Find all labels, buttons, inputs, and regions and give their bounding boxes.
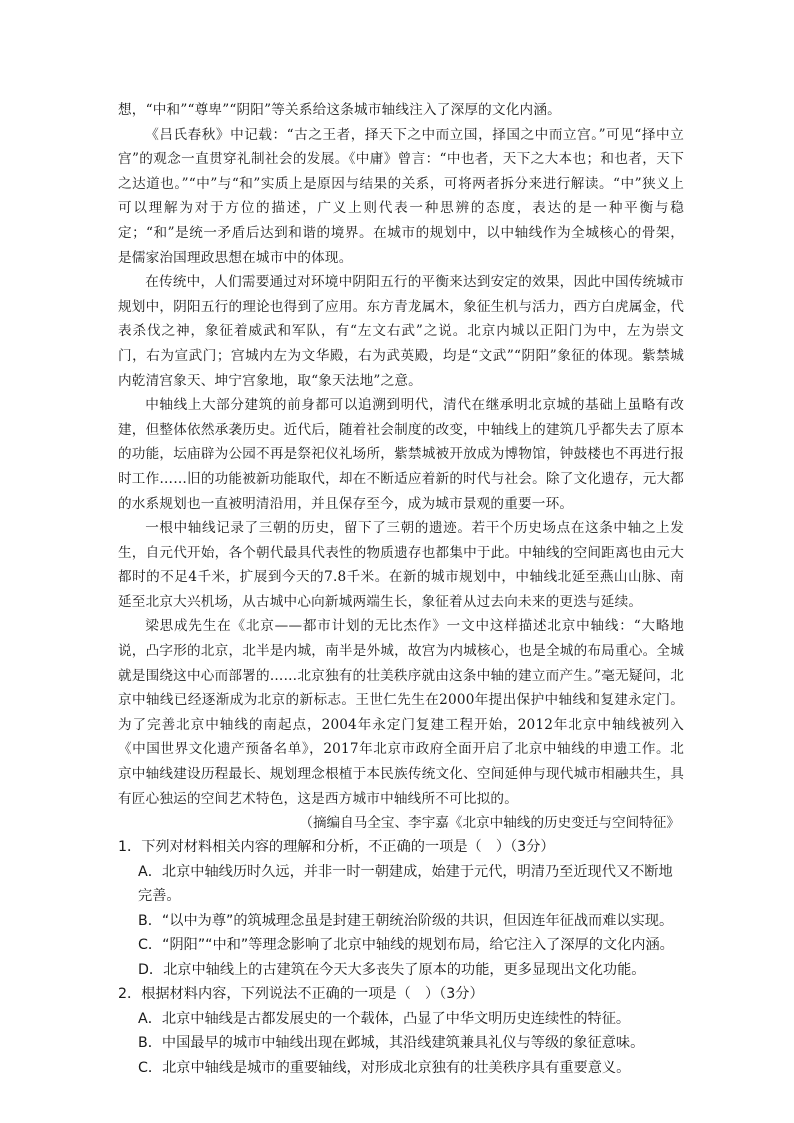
passage-paragraph: 在传统中，人们需要通过对环境中阴阳五行的平衡来达到安定的效果，因此中国传统城市规划中，阴阳五行的理论也得到了应用。东方青龙属木，象征生机与活力，西方白虎属金，代表杀伐之神，象征着威武和军队，有“左文右武”之说。北京内城以正阳门为中，左为崇文门，右为宣武门；宫城内左为文华殿，右为武英殿，均是“文武”“阴阳”象征的体现。紫禁城内乾清宫象天、坤宁宫象地，取“象天法地”之意。 <box>118 274 684 389</box>
answer-option: C．北京中轴线是城市的重要轴线，对形成北京独有的壮美秩序具有重要意义。 <box>138 1059 631 1076</box>
passage-paragraph: 想，“中和”“尊卑”“阴阳”等关系给这条城市轴线注入了深厚的文化内涵。 <box>118 102 561 118</box>
answer-option: C．“阴阳”“中和”等理念影响了北京中轴线的规划布局，给它注入了深厚的文化内涵。 <box>138 937 674 954</box>
document-page <box>118 98 684 1080</box>
answer-option: D．北京中轴线上的古建筑在今天大多丧失了原本的功能，更多显现出文化功能。 <box>138 961 646 978</box>
answer-option: B．中国最早的城市中轴线出现在邺城，其沿线建筑兼具礼仪与等级的象征意味。 <box>138 1035 645 1052</box>
passage-paragraph: 梁思成先生在《北京——都市计划的无比杰作》一文中这样描述北京中轴线：“大略地说，凸字形的北京，北半是内城，南半是外城，故宫为内城核心，也是全城的布局重心。全城就是围绕这中心而部署的……北京独有的壮美秩序就由这条中轴的建立而产生。”毫无疑问，北京中轴线已经逐渐成为北京的新标志。王世仁先生在2000年提出保护中轴线和复建永定门。为了完善北京中轴线的南起点，2004年永定门复建工程开始，2012年北京中轴线被列入《中国世界文化遗产预备名单》，2017年北京市政府全面开启了北京中轴线的申遗工作。北京中轴线建设历程最长、规划理念根植于本民族传统文化、空间延伸与现代城市相融共生，具有匠心独运的空间艺术特色，这是西方城市中轴线所不可比拟的。 <box>118 618 684 807</box>
source-citation: （摘编自马全宝、李宇嘉《北京中轴线的历史变迁与空间特征》 <box>299 815 680 832</box>
answer-option: A．北京中轴线历时久远，并非一时一朝建成，始建于元代，明清乃至近现代又不断地完善。 <box>138 863 673 905</box>
passage-paragraph: 中轴线上大部分建筑的前身都可以追溯到明代，清代在继承明北京城的基础上虽略有改建，但整体依然承袭历史。近代后，随着社会制度的改变，中轴线上的建筑几乎都失去了原本的功能，坛庙辟为公园不再是祭祀仪礼场所，紫禁城被开放成为博物馆，钟鼓楼也不再进行报时工作……旧的功能被新功能取代，却在不断适应着新的时代与社会。除了文化遗存，元大都的水系规划也一直被明清沿用，并且保存至今，成为城市景观的重要一环。 <box>118 397 684 512</box>
question-2 <box>118 982 684 1080</box>
passage-paragraph: 《吕氏春秋》中记载：“古之王者，择天下之中而立国，择国之中而立宫。”可见“择中立宫”的观念一直贯穿礼制社会的发展。《中庸》曾言：“中也者，天下之大本也；和也者，天下之达道也。”“中”与“和”实质上是原因与结果的关系，可将两者拆分来进行解读。“中”狭义上可以理解为对于方位的描述，广义上则代表一种思辨的态度，表达的是一种平衡与稳定；“和”是统一矛盾后达到和谐的境界。在城市的规划中，以中轴线作为全城核心的骨架，是儒家治国理政思想在城市中的体现。 <box>118 126 684 266</box>
answer-option: B．“以中为尊”的筑城理念虽是封建王朝统治阶级的共识，但因连年征战而难以实现。 <box>138 912 674 929</box>
question-stem: 1．下列对材料相关内容的理解和分析，不正确的一项是（ ）（3分） <box>118 839 555 856</box>
question-1 <box>118 835 684 982</box>
passage-paragraph: 一根中轴线记录了三朝的历史，留下了三朝的遗迹。若干个历史场点在这条中轴之上发生，自元代开始，各个朝代最具代表性的物质遗存也都集中于此。中轴线的空间距离也由元大都时的不足4千米，扩展到今天的7.8千米。在新的城市规划中，中轴线北延至燕山山脉、南延至北京大兴机场，从古城中心向新城两端生长，象征着从过去向未来的更迭与延续。 <box>118 520 684 610</box>
question-stem: 2．根据材料内容，下列说法不正确的一项是（ ）（3分） <box>118 986 484 1003</box>
answer-option: A．北京中轴线是古都发展史的一个载体，凸显了中华文明历史连续性的特征。 <box>138 1010 631 1027</box>
